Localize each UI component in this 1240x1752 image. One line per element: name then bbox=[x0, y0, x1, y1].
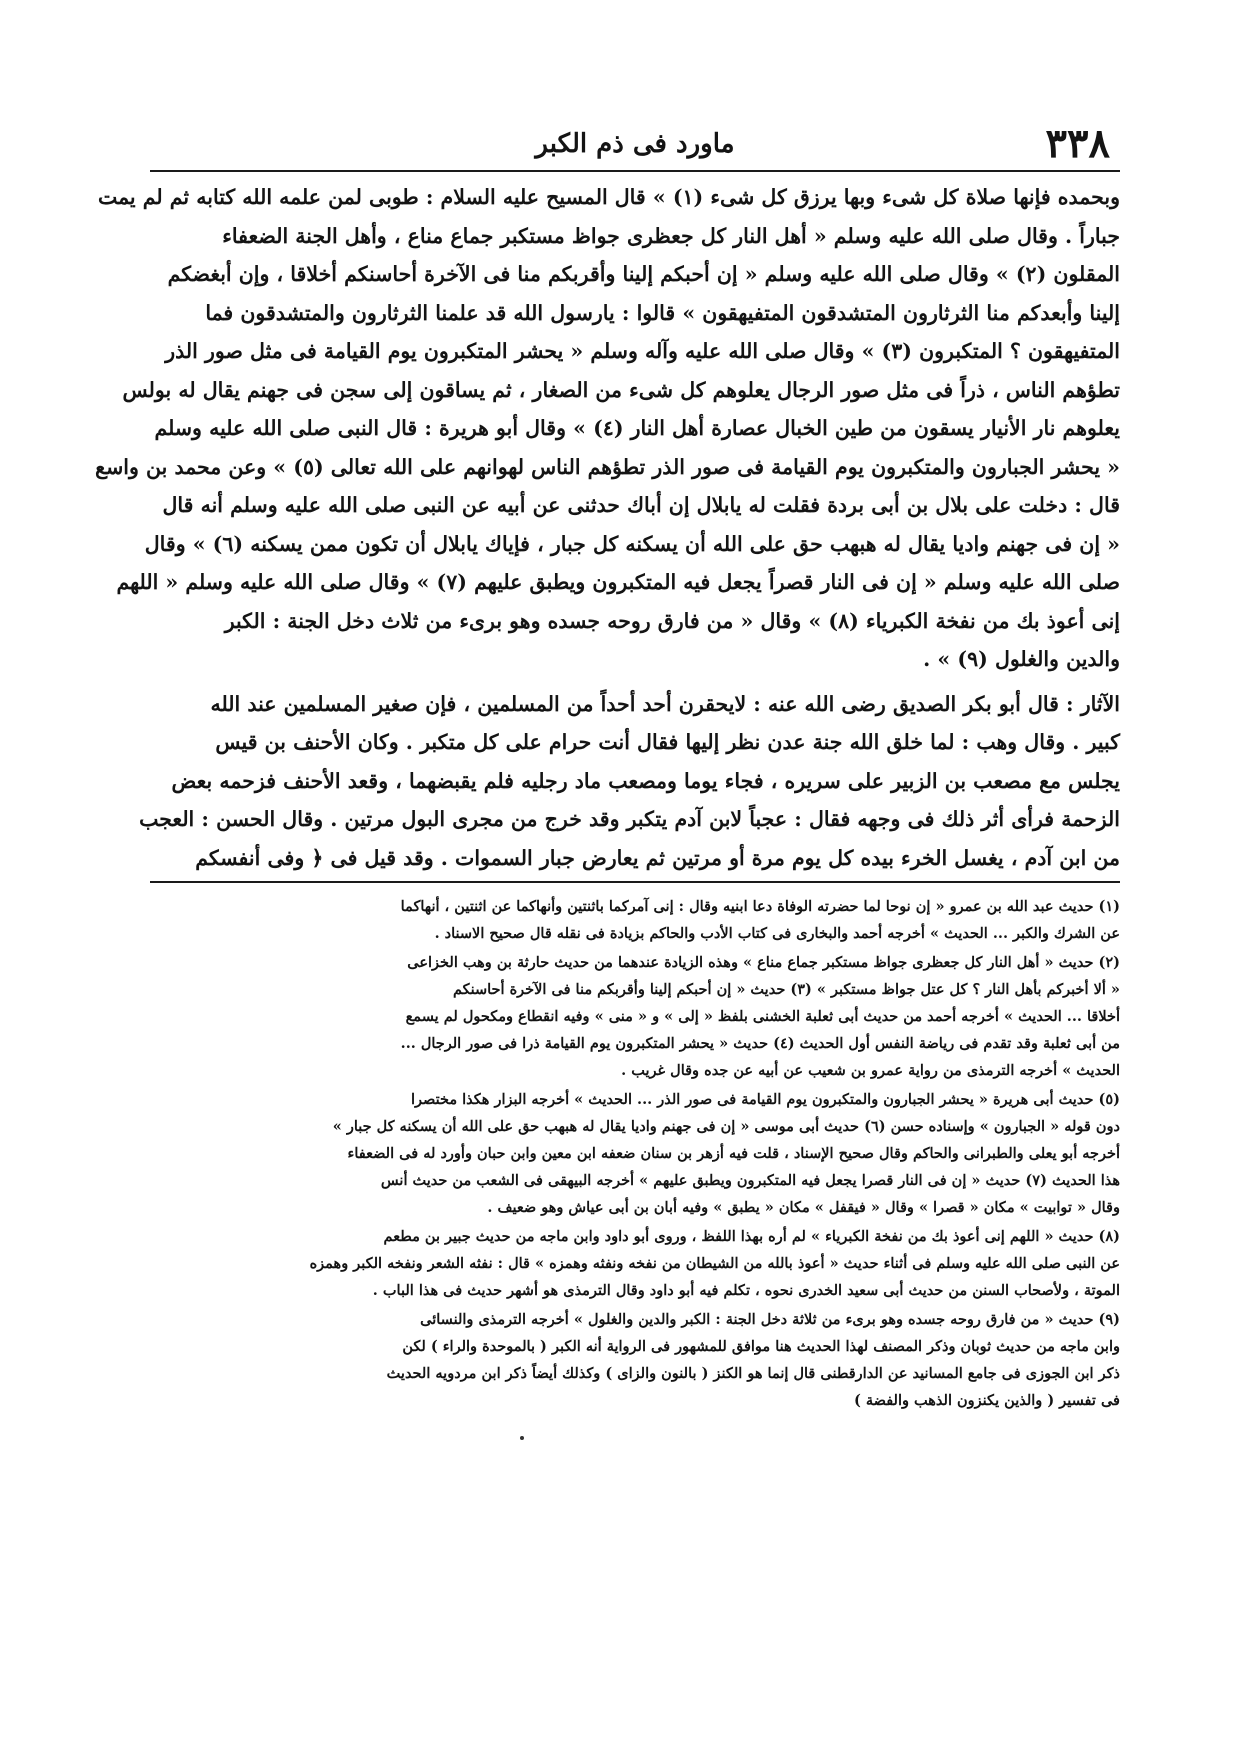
footnote-line: الموتة ، ولأصحاب السنن من حديث أبى سعيد الخدرى نحوه ، تكلم فيه أبو داود وقال الترمذى هو أشهر حديث فى هذا الباب . bbox=[372, 1282, 1120, 1299]
footnote-line: ذكر ابن الجوزى فى جامع المسانيد عن الدارقطنى قال إنما هو الكنز ( بالنون والزاى ) وكذلك أيضاً ذكر ابن مردويه الحديث bbox=[386, 1365, 1120, 1382]
footnote-line: وابن ماجه من حديث ثوبان وذكر المصنف لهذا الحديث هنا موافق للمشهور فى الرواية أنه الكبر ( بالموحدة والراء ) لكن bbox=[402, 1338, 1120, 1355]
paragraph-hadith bbox=[95, 178, 1120, 679]
text-line: كبير . وقال وهب : لما خلق الله جنة عدن نظر إليها فقال أنت حرام على كل متكبر . وكان الأحنف بن قيس bbox=[215, 730, 1120, 754]
main-text bbox=[95, 178, 1120, 877]
footnote-9 bbox=[150, 1306, 1120, 1414]
footnote-line: (١) حديث عبد الله بن عمرو « إن نوحا لما حضرته الوفاة دعا ابنيه وقال : إنى آمركما باثنتين وأنهاكما عن اثنتين ، أنهاكما bbox=[400, 898, 1120, 915]
paragraph-athar bbox=[139, 685, 1120, 878]
text-line: « يحشر الجبارون والمتكبرون يوم القيامة فى صور الذر تطؤهم الناس لهوانهم على الله تعالى (٥) » وعن محمد بن واسع bbox=[95, 454, 1120, 479]
text-line: المقلون (٢) » وقال صلى الله عليه وسلم « إن أحبكم إلينا وأقربكم منا فى الآخرة أحاسنكم أخلاقا ، وإن أبغضكم bbox=[167, 262, 1120, 286]
footnote-line: (٩) حديث « من فارق روحه جسده وهو برىء من ثلاثة دخل الجنة : الكبر والدين والغلول » أخرجه الترمذى والنسائى bbox=[420, 1311, 1120, 1328]
footnote-line: أخلاقا ... الحديث » أخرجه أحمد من حديث أبى ثعلبة الخشنى بلفظ « إلى » و « منى » وفيه انقطاع ومكحول لم يسمع bbox=[405, 1008, 1120, 1025]
footnote-line: (٢) حديث « أهل النار كل جعظرى جواظ مستكبر جماع مناع » وهذه الزيادة عندهما من حديث حارثة بن وهب الخزاعى bbox=[407, 954, 1120, 971]
footnote-line: فى تفسير ( والذين يكنزون الذهب والفضة ) bbox=[853, 1392, 1120, 1409]
text-line: إلينا وأبعدكم منا الثرثارون المتشدقون المتفيهقون » قالوا : يارسول الله قد علمنا الثرثارون والمتشدقون فما bbox=[205, 300, 1120, 325]
text-line: والدين والغلول (٩) » . bbox=[923, 647, 1120, 671]
footnote-line: وقال « توابيت » مكان « قصرا » وقال « فيقفل » مكان « يطبق » وفيه أبان بن أبى عياش وهو ضعيف . bbox=[487, 1199, 1120, 1216]
text-line: المتفيهقون ؟ المتكبرون (٣) » وقال صلى الله عليه وآله وسلم « يحشر المتكبرون يوم القيامة فى مثل صور الذر bbox=[165, 339, 1120, 363]
footnote-1 bbox=[150, 893, 1120, 947]
text-line: الآثار : قال أبو بكر الصديق رضى الله عنه : لايحقرن أحد أحداً من المسلمين ، فإن صغير المسلمين عند الله bbox=[210, 691, 1120, 716]
footnote-line: عن الشرك والكبر ... الحديث » أخرجه أحمد والبخارى فى كتاب الأدب والحاكم بزيادة فى نقله قال صحيح الاسناد . bbox=[434, 925, 1120, 942]
text-line: جباراً . وقال صلى الله عليه وسلم « أهل النار كل جعظرى جواظ مستكبر جماع مناع ، وأهل الجنة الضعفاء bbox=[222, 223, 1120, 248]
footnote-line: من أبى ثعلبة وقد تقدم فى رياضة النفس أول الحديث (٤) حديث « يحشر المتكبرون يوم القيامة ذرا فى صور الرجال ... bbox=[400, 1035, 1120, 1052]
footnote-line: (٨) حديث « اللهم إنى أعوذ بك من نفخة الكبرياء » لم أره بهذا اللفظ ، وروى أبو داود وابن ماجه من حديث جبير بن مطعم bbox=[383, 1228, 1120, 1245]
text-line: إنى أعوذ بك من نفخة الكبرياء (٨) » وقال « من فارق روحه جسده وهو برىء من ثلاث دخل الجنة : الكبر bbox=[224, 608, 1120, 633]
text-line: وبحمده فإنها صلاة كل شىء وبها يرزق كل شىء (١) » قال المسيح عليه السلام : طوبى لمن علمه الله كتابه ثم لم يمت bbox=[97, 185, 1120, 209]
footnote-line: دون قوله « الجبارون » وإسناده حسن (٦) حديث أبى موسى « إن فى جهنم واديا يقال له هبهب حق على الله أن يسكنه كل جبار » bbox=[332, 1118, 1120, 1135]
text-line: قال : دخلت على بلال بن أبى بردة فقلت له يابلال إن أباك حدثنى عن أبيه عن النبى صلى الله عليه وسلم أنه قال bbox=[162, 493, 1120, 517]
text-line: الزحمة فرأى أثر ذلك فى وجهه فقال : عجباً لابن آدم يتكبر وقد خرج من مجرى البول مرتين . وقال الحسن : العجب bbox=[139, 807, 1120, 831]
footnote-line: الحديث » أخرجه الترمذى من رواية عمرو بن شعيب عن أبيه عن جده وقال غريب . bbox=[621, 1062, 1120, 1079]
page-header bbox=[150, 120, 1120, 172]
footnote-line: أخرجه أبو يعلى والطبرانى والحاكم وقال صحيح الإسناد ، قلت فيه أزهر بن سنان ضعفه ابن معين وابن حبان وأورد له فى الضعفاء bbox=[347, 1145, 1120, 1162]
text-line: يجلس مع مصعب بن الزبير على سريره ، فجاء يوما ومصعب ماد رجليه فلم يقبضهما ، وقعد الأحنف فزحمه بعض bbox=[171, 768, 1120, 793]
footnotes bbox=[150, 893, 1120, 1414]
footnote-8 bbox=[150, 1223, 1120, 1304]
footnote-line: هذا الحديث (٧) حديث « إن فى النار قصرا يجعل فيه المتكبرون ويطبق عليهم » أخرجه البيهقى فى الشعب من حديث أنس bbox=[380, 1172, 1120, 1189]
text-line: من ابن آدم ، يغسل الخرء بيده كل يوم مرة أو مرتين ثم يعارض جبار السموات . وقد قيل فى ﴿ وفى أنفسكم bbox=[195, 845, 1120, 870]
running-title: ماورد فى ذم الكبر bbox=[535, 129, 735, 159]
footnote-5-7 bbox=[150, 1086, 1120, 1221]
book-page bbox=[95, 120, 1120, 1680]
text-line: يعلوهم نار الأنيار يسقون من طين الخبال عصارة أهل النار (٤) » وقال أبو هريرة : قال النبى صلى الله عليه وسلم bbox=[154, 416, 1120, 440]
page-number: ٣٣٨ bbox=[1045, 120, 1110, 167]
footnote-divider bbox=[150, 881, 1120, 883]
footnote-line: عن النبى صلى الله عليه وسلم فى أثناء حديث « أعوذ بالله من الشيطان من نفخه ونفثه وهمزه » قال : نفثه الشعر ونفخه الكبر وهمزه bbox=[309, 1255, 1120, 1272]
text-line: صلى الله عليه وسلم « إن فى النار قصراً يجعل فيه المتكبرون ويطبق عليهم (٧) » وقال صلى الله عليه وسلم « اللهم bbox=[116, 570, 1120, 594]
text-line: « إن فى جهنم واديا يقال له هبهب حق على الله أن يسكنه كل جبار ، فإياك يابلال أن تكون ممن يسكنه (٦) » وقال bbox=[144, 531, 1120, 556]
footnote-2-4 bbox=[150, 949, 1120, 1084]
footnote-line: (٥) حديث أبى هريرة « يحشر الجبارون والمتكبرون يوم القيامة فى صور الذر ... الحديث » أخرجه البزار هكذا مختصرا bbox=[411, 1091, 1120, 1108]
footnote-line: « ألا أخبركم بأهل النار ؟ كل عتل جواظ مستكبر » (٣) حديث « إن أحبكم إلينا وأقربكم منا فى الآخرة أحاسنكم bbox=[452, 981, 1120, 998]
print-speck bbox=[520, 1436, 524, 1440]
text-line: تطؤهم الناس ، ذراً فى مثل صور الرجال يعلوهم كل شىء من الصغار ، ثم يساقون إلى سجن فى جهنم يقال له بولس bbox=[122, 377, 1120, 402]
